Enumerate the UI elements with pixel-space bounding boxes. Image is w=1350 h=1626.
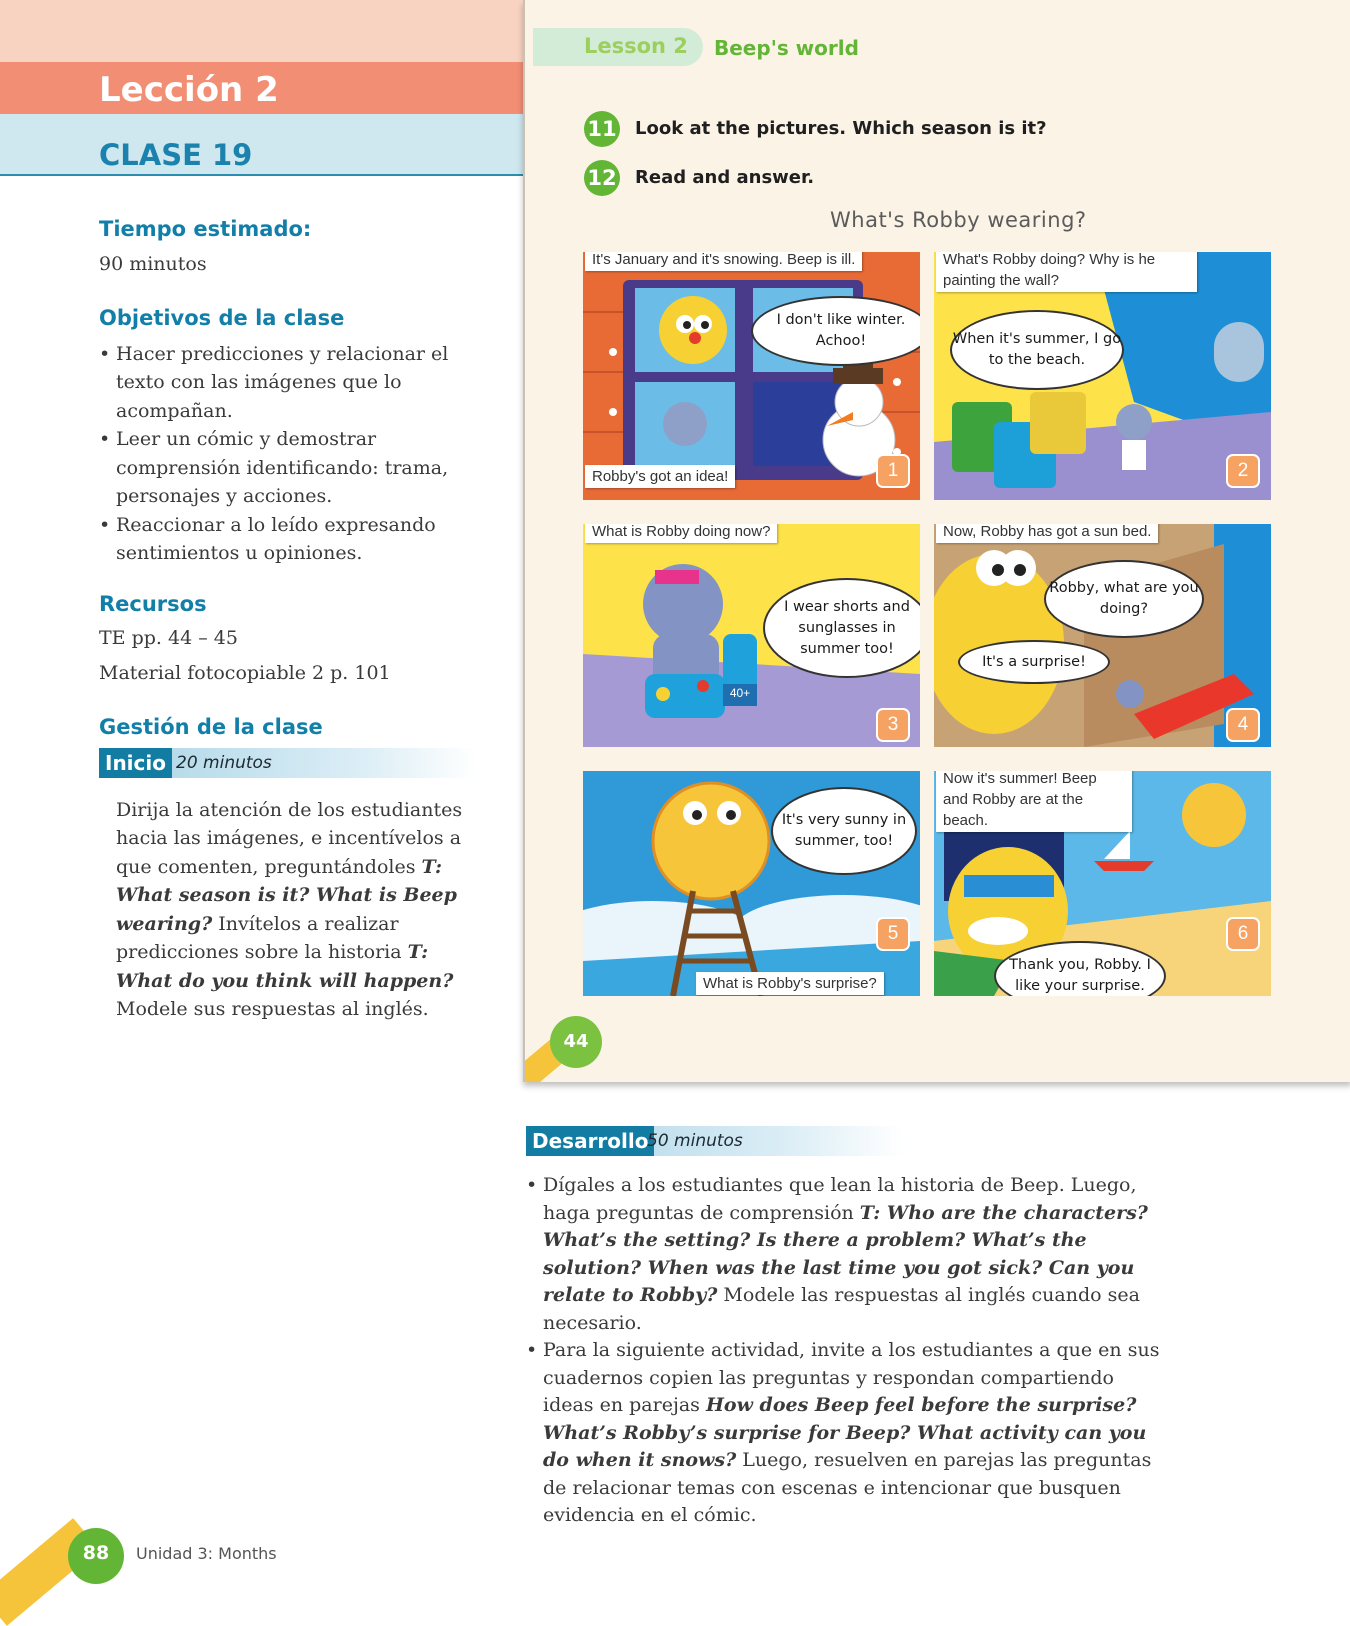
class-band (0, 114, 523, 176)
left-column (99, 215, 489, 1024)
objectives-list (99, 340, 489, 568)
inicio-question: T: What season is it? What is Beep wearing? (116, 855, 457, 935)
development-section (526, 1126, 1166, 1530)
comic-panel-1 (583, 252, 920, 500)
development-text: Modele las respuestas al inglés cuando sea necesario. (543, 1284, 1140, 1334)
footer-page-number: 88 (68, 1528, 124, 1584)
inicio-tag: Inicio (99, 748, 172, 778)
speech-bubble: I wear shorts and sunglasses in summer too! (763, 578, 920, 678)
header-band-top (0, 0, 523, 62)
objective-item: • Reaccionar a lo leído expresando sentimientos u opiniones. (99, 511, 489, 568)
development-list (526, 1172, 1166, 1530)
exercise-instruction: Read and answer. (635, 167, 815, 188)
time-value: 90 minutos (99, 252, 207, 275)
speech-bubble: It's very sunny in summer, too! (771, 787, 917, 875)
lesson-tab-label: Lesson 2 (584, 34, 688, 58)
panel-caption: Now, Robby has got a sun bed. (936, 524, 1158, 543)
panel-number: 2 (1226, 454, 1260, 488)
objective-item: • Leer un cómic y demostrar comprensión identificando: trama, personajes y acciones. (99, 425, 489, 511)
inicio-text: Dirija la atención de los estudiantes hacia las imágenes, e incentívelos a que comenten, preguntándoles (116, 798, 463, 878)
time-heading: Tiempo estimado: (99, 217, 312, 241)
exercise-instruction: Look at the pictures. Which season is it? (635, 118, 1047, 139)
speech-bubble: I don't like winter. Achoo! (751, 296, 920, 366)
resource-item: Material fotocopiable 2 p. 101 (99, 661, 391, 684)
footer-unit: Unidad 3: Months (136, 1544, 277, 1563)
development-text: Luego, resuelven en parejas las preguntas de relacionar temas con escenas e intencionar que busquen evidencia en el cómic. (543, 1449, 1152, 1526)
development-question: T: Who are the characters? What’s the setting? Is there a problem? What’s the solution? When was the last time you got sick? Can you relate to Robby? (543, 1201, 1148, 1306)
panel-caption: What's Robby doing? Why is he painting the wall? (936, 252, 1197, 292)
speech-bubble: It's a surprise! (958, 640, 1110, 684)
development-text: Para la siguiente actividad, invite a los estudiantes a que en sus cuadernos copien las preguntas y respondan compartiendo ideas en parejas (543, 1339, 1160, 1416)
panel-number: 5 (876, 917, 910, 951)
management-heading: Gestión de la clase (99, 715, 323, 739)
inicio-text: Invítelos a realizar predicciones sobre la historia (116, 912, 408, 963)
speech-bubble: When it's summer, I go to the beach. (950, 310, 1124, 390)
inicio-bar (99, 748, 477, 778)
exercise-number: 11 (584, 111, 620, 147)
panel-number: 6 (1226, 917, 1260, 951)
comic-panel-5 (583, 771, 920, 996)
panel-number: 3 (876, 708, 910, 742)
lesson-tab (533, 28, 703, 66)
inicio-text: Modele sus respuestas al inglés. (116, 998, 429, 1020)
panel-number: 1 (876, 454, 910, 488)
winter-window-illustration (583, 252, 920, 500)
class-title: CLASE 19 (99, 138, 253, 172)
student-book-page (523, 0, 1350, 1082)
exercise-number: 12 (584, 160, 620, 196)
development-text: Dígales a los estudiantes que lean la historia de Beep. Luego, haga preguntas de comprensión (543, 1174, 1137, 1224)
speech-bubble: Thank you, Robby. I like your surprise. (994, 941, 1166, 996)
comic-panel-2 (934, 252, 1271, 500)
desarrollo-bar (526, 1126, 904, 1156)
comic-title: What's Robby wearing? (830, 208, 1087, 232)
inicio-paragraph (99, 796, 489, 1024)
sunscreen-label: 40+ (729, 686, 751, 700)
comic-panel-3 (583, 524, 920, 747)
book-title: Beep's world (714, 36, 859, 60)
inicio-question: T: What do you think will happen? (116, 941, 454, 992)
panel-caption: Now it's summer! Beep and Robby are at the beach. (936, 771, 1132, 832)
desarrollo-tag: Desarrollo (526, 1126, 654, 1156)
objectives-heading: Objetivos de la clase (99, 306, 345, 330)
panel-caption: Robby's got an idea! (585, 465, 735, 488)
comic-panel-6 (934, 771, 1271, 996)
panel-caption: What is Robby doing now? (585, 524, 777, 543)
development-question: How does Beep feel before the surprise? What’s Robby’s surprise for Beep? What activity can you do when it snows? (543, 1394, 1147, 1471)
exercise-11 (584, 111, 1047, 147)
lesson-band (0, 62, 523, 114)
panel-caption: It's January and it's snowing. Beep is ill. (585, 252, 862, 271)
book-page-number: 44 (550, 1016, 602, 1068)
development-item (526, 1172, 1166, 1337)
resources-heading: Recursos (99, 591, 207, 616)
development-item (526, 1337, 1166, 1530)
speech-bubble: Robby, what are you doing? (1044, 560, 1204, 638)
desarrollo-time: 50 minutos (647, 1131, 743, 1151)
comic-panel-4 (934, 524, 1271, 747)
resource-item: TE pp. 44 – 45 (99, 627, 238, 649)
lesson-title: Lección 2 (99, 70, 279, 110)
objective-item: • Hacer predicciones y relacionar el texto con las imágenes que lo acompañan. (99, 340, 489, 426)
inicio-time: 20 minutos (176, 752, 272, 773)
panel-caption: What is Robby's surprise? (696, 972, 884, 995)
panel-number: 4 (1226, 708, 1260, 742)
exercise-12 (584, 160, 814, 196)
